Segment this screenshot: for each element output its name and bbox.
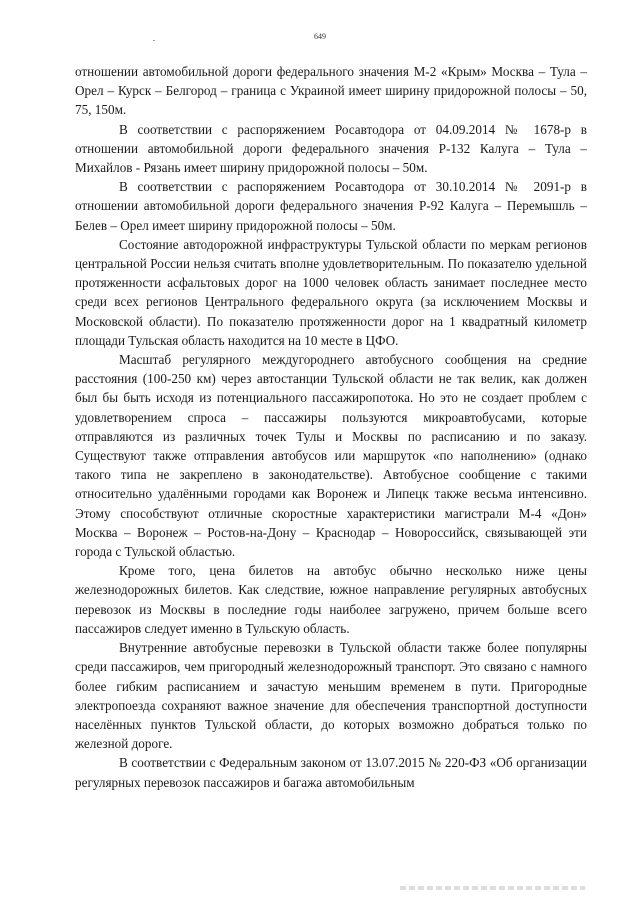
paragraph: Масштаб регулярного междугороднего автобусного сообщения на средние расстояния (100-250 км) через автостанции Тульской области не так велик, как должен был бы быть исходя из потенциального пассажиропотока. Но это не создает проблем с удовлетворением спроса – пассажиры пользуются микроавтобусами, которые отправляются из различных точек Тулы и Москвы по расписанию и по заказу. Существуют также отправления автобусов или маршруток «по наполнению» (однако такого типа не закреплено в законодательстве). Автобусное сообщение с такими относительно удалёнными городами как Воронеж и Липецк также весьма интенсивно. Этому способствуют отличные скоростные характеристики магистрали М-4 «Дон» Москва – Воронеж – Ростов-на-Дону – Краснодар – Новороссийск, связывающей эти города с Тульской областью. [75,352,587,560]
paragraph: В соответствии с Федеральным законом от 13.07.2015 № 220-ФЗ «Об организации регулярных перевозок пассажиров и багажа автомобильным [75,755,587,790]
paragraph-continuation: отношении автомобильной дороги федерального значения М-2 «Крым» Москва – Тула – Орел – Курск – Белгород – граница с Украиной имеет ширину придорожной полосы – 50, 75, 150м. [75,64,587,118]
scan-speck [153,40,155,41]
paragraph: В соответствии с распоряжением Росавтодора от 04.09.2014 № 1678-р в отношении автомобильной дороги федерального значения Р-132 Калуга – Тула – Михайлов - Рязань имеет ширину придорожной полосы – 50м. [75,121,587,176]
paragraph: Состояние автодорожной инфраструктуры Тульской области по меркам регионов центральной России нельзя считать вполне удовлетворительным. По показателю удельной протяженности асфальтовых дорог на 1000 человек область занимает последнее место среди всех регионов Центрального федерального округа (за исключением Москвы и Московской области). По показателю протяженности дорог на 1 квадратный километр площади Тульская область находится на 10 месте в ЦФО. [75,236,587,348]
body-text [75,62,587,792]
footer-scan-mark [400,886,585,890]
paragraph: Внутренние автобусные перевозки в Тульской области также более популярны среди пассажиров, чем пригородный железнодорожный транспорт. Это связано с намного более гибким расписанием и зачастую меньшим временем в пути. Пригородные электропоезда сохраняют важное значение для обеспечения транспортной доступности населённых пунктов Тульской области, до которых возможно добраться только по железной дороге. [75,640,587,752]
page-number: 649 [314,32,326,41]
paragraph: В соответствии с распоряжением Росавтодора от 30.10.2014 № 2091-р в отношении автомобильной дороги федерального значения Р-92 Калуга – Перемышль – Белев – Орел имеет ширину придорожной полосы – 50м. [75,179,587,233]
paragraph: Кроме того, цена билетов на автобус обычно несколько ниже цены железнодорожных билетов. Как следствие, южное направление регулярных автобусных перевозок из Москвы в последние годы наиболее загружено, причем больше всего пассажиров следует именно в Тульскую область. [75,563,587,636]
